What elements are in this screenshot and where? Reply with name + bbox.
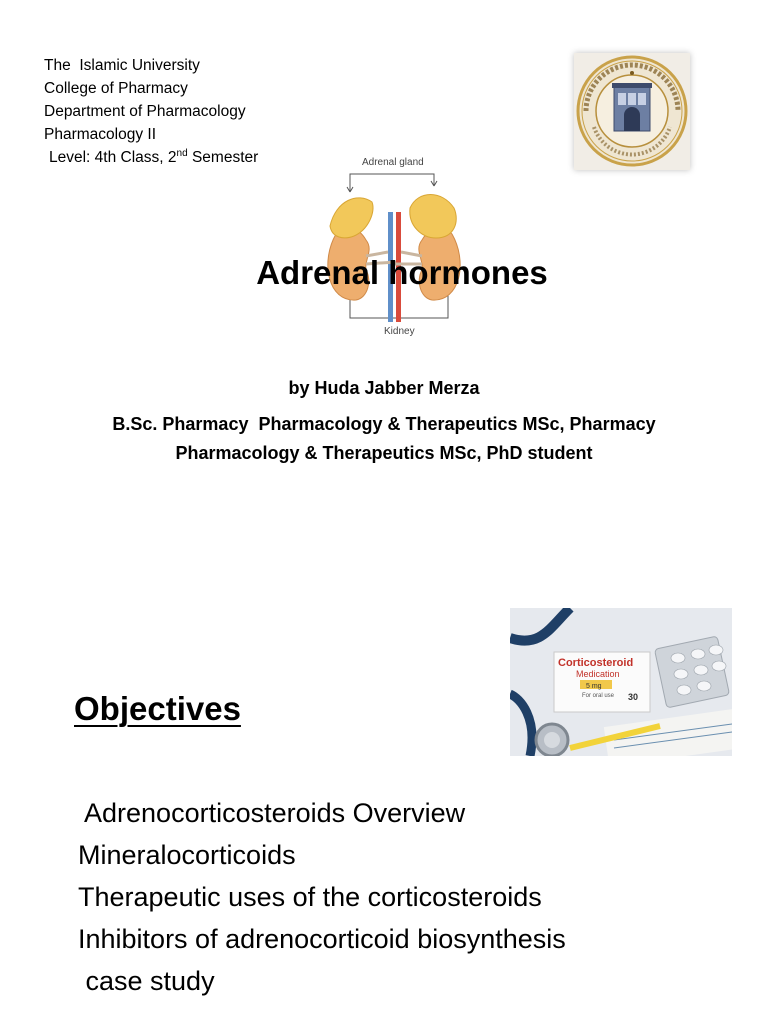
box-count: 30 [628, 692, 639, 702]
department-name: Department of Pharmacology [44, 103, 246, 120]
author-credentials [0, 410, 768, 468]
box-use: For oral use [582, 693, 615, 699]
objective-item: Therapeutic uses of the corticosteroids [78, 882, 542, 912]
objective-item: Inhibitors of adrenocorticoid biosynthesis [78, 924, 566, 954]
credentials-line-1: B.Sc. Pharmacy Pharmacology & Therapeutics MSc, Pharmacy [112, 414, 656, 434]
level-suffix: Semester [187, 149, 259, 166]
objective-item: Adrenocorticosteroids Overview [78, 798, 466, 828]
corticosteroid-photo [510, 608, 732, 756]
page-title: Adrenal hormones [256, 254, 548, 291]
level-line [44, 146, 258, 169]
adrenal-gland-label: Adrenal gland [362, 157, 424, 168]
kidney-label: Kidney [384, 326, 415, 337]
objective-item: case study [78, 966, 215, 996]
objectives-list [78, 792, 566, 1002]
seal-emblem [574, 53, 690, 170]
adrenal-diagram [314, 152, 474, 342]
box-subtitle: Medication [576, 669, 620, 679]
college-name: College of Pharmacy [44, 80, 188, 97]
box-dose: 5 mg [586, 683, 602, 690]
level-prefix: Level: 4th Class, 2 [49, 149, 177, 166]
university-name: The Islamic University [44, 57, 200, 74]
objective-item: Mineralocorticoids [78, 840, 296, 870]
credentials-line-2: Pharmacology & Therapeutics MSc, PhD student [175, 443, 593, 463]
university-seal [574, 53, 690, 170]
author-byline: by Huda Jabber Merza [288, 378, 480, 398]
objectives-heading: Objectives [74, 690, 241, 727]
level-superscript: nd [176, 148, 188, 159]
course-name: Pharmacology II [44, 126, 156, 143]
institution-header [44, 54, 258, 169]
box-title: Corticosteroid [558, 657, 634, 669]
